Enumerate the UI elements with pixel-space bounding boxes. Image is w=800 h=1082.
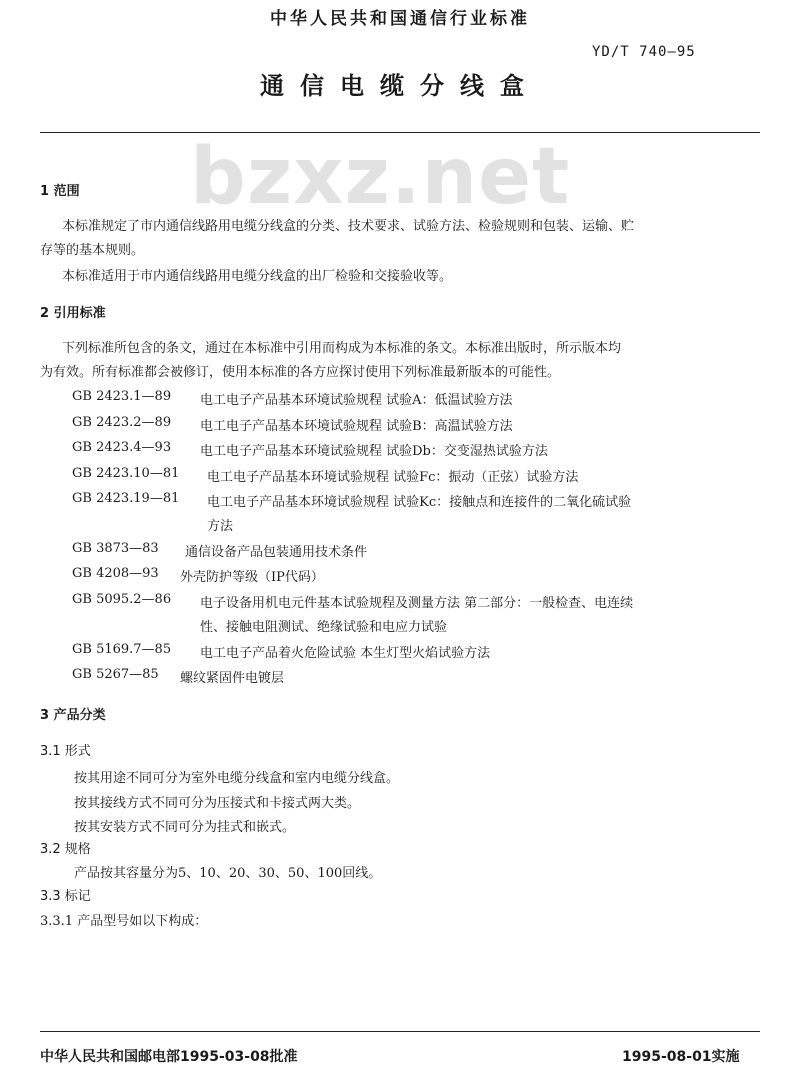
approval-line: 中华人民共和国邮电部1995-03-08批准: [40, 1049, 298, 1065]
ref-code: GB 2423.2—89: [72, 415, 172, 430]
ref-code: GB 5095.2—86: [72, 592, 172, 607]
ref-title: 螺纹紧固件电镀层: [180, 671, 285, 686]
paragraph: 本标准适用于市内通信线路用电缆分线盒的出厂检验和交接验收等。: [62, 269, 453, 284]
ref-title: 外壳防护等级（IP代码）: [180, 570, 324, 585]
effective-date: 1995-08-01实施: [622, 1049, 740, 1065]
ref-code: GB 5169.7—85: [72, 642, 172, 657]
watermark: bzxz.net: [190, 132, 571, 222]
ref-title: 电工电子产品基本环境试验规程 试验Kc：接触点和连接件的二氧化硫试验: [207, 495, 632, 510]
ref-title: 通信设备产品包装通用技术条件: [185, 545, 368, 560]
ref-code: GB 5267—85: [72, 667, 159, 682]
standard-code: YD/T 740—95: [592, 44, 696, 60]
subsection-3-2-heading: 3.2 规格: [40, 842, 91, 857]
ref-title: 电工电子产品基本环境试验规程 试验A：低温试验方法: [200, 393, 513, 408]
ref-code: GB 2423.10—81: [72, 466, 180, 481]
ref-title-continued: 性、接触电阻测试、绝缘试验和电应力试验: [200, 620, 448, 635]
ref-code: GB 2423.4—93: [72, 440, 172, 455]
subsection-3-3-heading: 3.3 标记: [40, 889, 91, 904]
standard-category: 中华人民共和国通信行业标准: [270, 9, 530, 29]
subsection-3-3-1: 3.3.1 产品型号如以下构成：: [40, 914, 208, 929]
ref-code: GB 4208—93: [72, 566, 159, 581]
subsection-3-1-heading: 3.1 形式: [40, 744, 91, 759]
paragraph: 为有效。所有标准都会被修订，使用本标准的各方应探讨使用下列标准最新版本的可能性。: [40, 365, 561, 380]
section-3-heading: 3 产品分类: [40, 708, 106, 723]
ref-title-continued: 方法: [207, 519, 234, 534]
ref-code: GB 2423.19—81: [72, 491, 180, 506]
document-title: 通信电缆分线盒: [260, 72, 540, 100]
paragraph: 按其接线方式不同可分为压接式和卡接式两大类。: [74, 796, 361, 811]
ref-title: 电工电子产品基本环境试验规程 试验Fc：振动（正弦）试验方法: [207, 470, 579, 485]
paragraph: 存等的基本规则。: [40, 243, 145, 258]
ref-code: GB 2423.1—89: [72, 389, 172, 404]
section-2-heading: 2 引用标准: [40, 306, 106, 321]
ref-title: 电工电子产品基本环境试验规程 试验Db：交变湿热试验方法: [200, 444, 548, 459]
paragraph: 按其安装方式不同可分为挂式和嵌式。: [74, 820, 296, 835]
paragraph: 本标准规定了市内通信线路用电缆分线盒的分类、技术要求、试验方法、检验规则和包装、运输、贮: [62, 219, 635, 234]
footer-rule: [40, 1031, 760, 1032]
ref-code: GB 3873—83: [72, 541, 159, 556]
paragraph: 下列标准所包含的条文，通过在本标准中引用而构成为本标准的条文。本标准出版时，所示版本均: [62, 341, 622, 356]
paragraph: 产品按其容量分为5、10、20、30、50、100回线。: [74, 866, 382, 881]
section-1-heading: 1 范围: [40, 184, 80, 199]
paragraph: 按其用途不同可分为室外电缆分线盒和室内电缆分线盒。: [74, 771, 400, 786]
ref-title: 电工电子产品基本环境试验规程 试验B：高温试验方法: [200, 419, 513, 434]
ref-title: 电工电子产品着火危险试验 本生灯型火焰试验方法: [200, 646, 491, 661]
ref-title: 电子设备用机电元件基本试验规程及测量方法 第二部分：一般检查、电连续: [200, 596, 634, 611]
